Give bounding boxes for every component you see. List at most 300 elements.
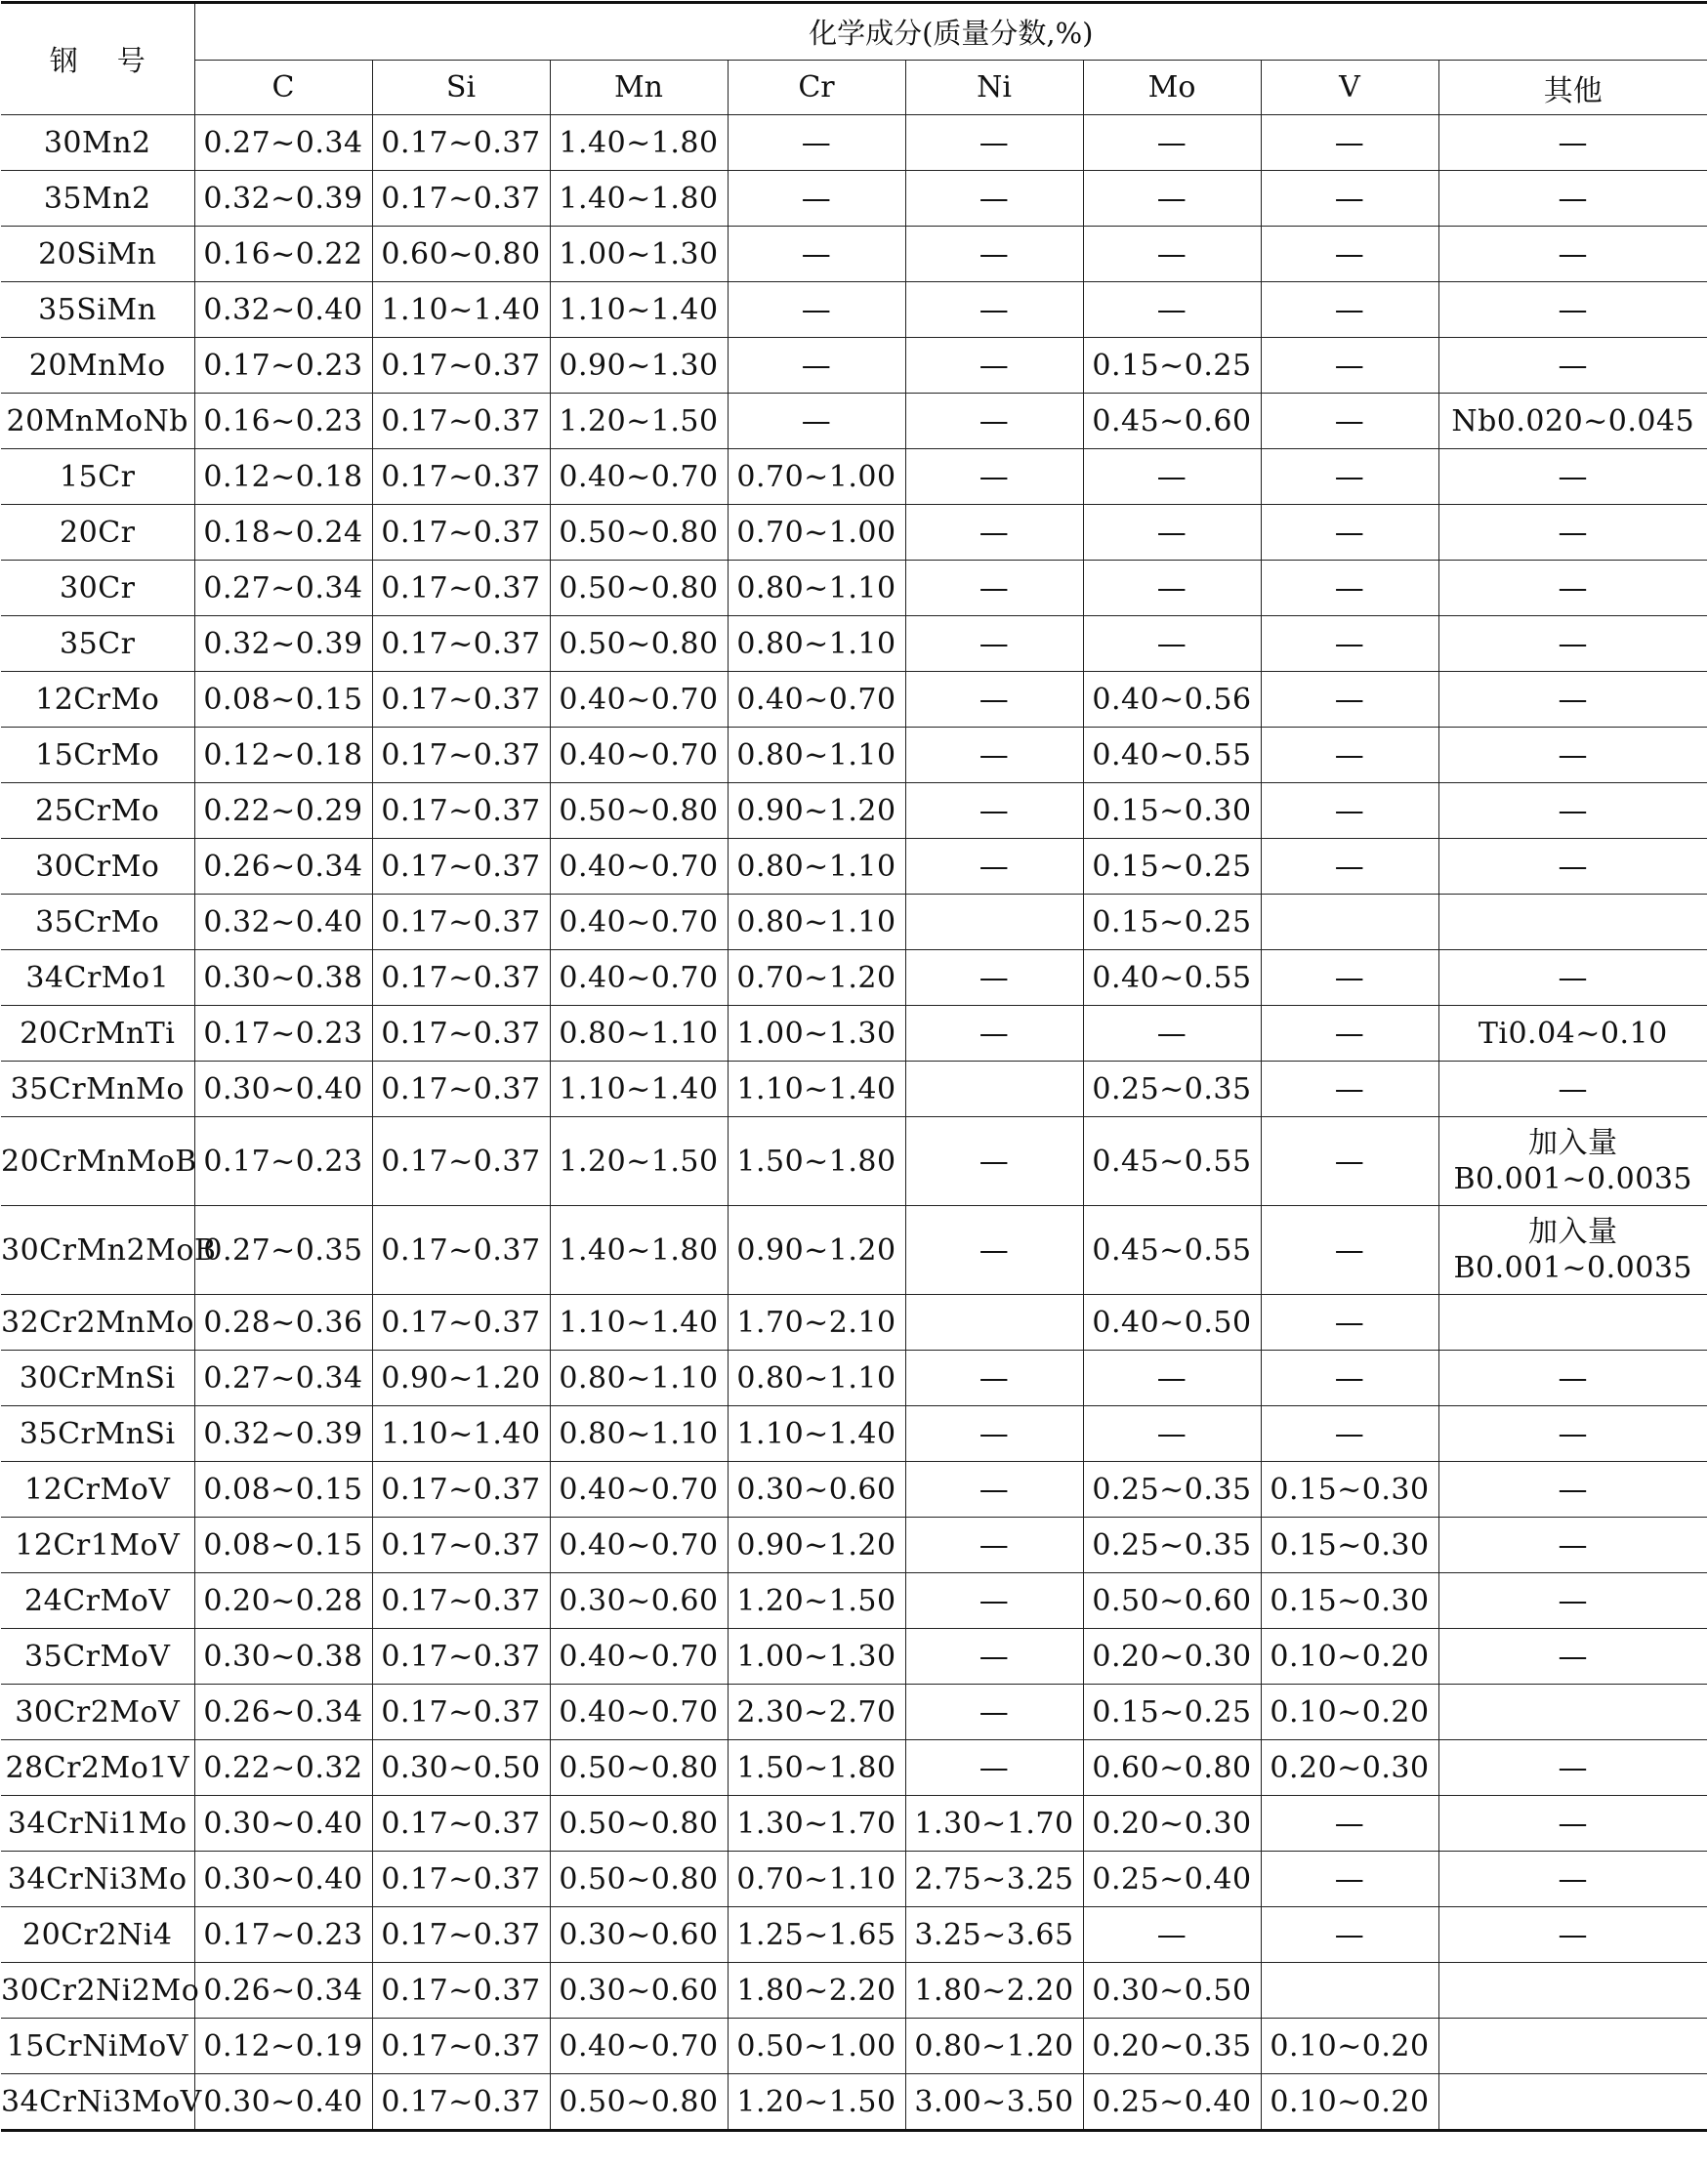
cell-mn: 1.10~1.40 bbox=[550, 1062, 728, 1117]
cell-c: 0.30~0.40 bbox=[194, 2074, 372, 2131]
cell-mo: 0.15~0.25 bbox=[1083, 338, 1261, 394]
cell-mo: 0.45~0.55 bbox=[1083, 1117, 1261, 1206]
cell-cr: 0.90~1.20 bbox=[728, 1206, 905, 1295]
column-header-si: Si bbox=[372, 61, 550, 115]
cell-mo: 0.25~0.35 bbox=[1083, 1462, 1261, 1518]
table-row bbox=[1, 839, 1707, 895]
cell-v: 0.15~0.30 bbox=[1261, 1462, 1438, 1518]
cell-si: 0.17~0.37 bbox=[372, 616, 550, 672]
cell-mn: 0.40~0.70 bbox=[550, 2019, 728, 2074]
cell-v: — bbox=[1261, 1117, 1438, 1206]
table-row bbox=[1, 2019, 1707, 2074]
cell-v: — bbox=[1261, 338, 1438, 394]
cell-mo: 0.45~0.55 bbox=[1083, 1206, 1261, 1295]
cell-other bbox=[1438, 1685, 1707, 1740]
cell-other-line: — bbox=[1558, 1806, 1589, 1841]
cell-cr: 1.10~1.40 bbox=[728, 1406, 905, 1462]
cell-other bbox=[1438, 227, 1707, 282]
steel-grade-cell: 35CrMoV bbox=[1, 1629, 194, 1685]
cell-mo: — bbox=[1083, 171, 1261, 227]
cell-cr: 1.50~1.80 bbox=[728, 1740, 905, 1796]
cell-ni: 2.75~3.25 bbox=[905, 1852, 1083, 1907]
table-row bbox=[1, 1963, 1707, 2019]
table-row bbox=[1, 1907, 1707, 1963]
cell-si: 0.17~0.37 bbox=[372, 783, 550, 839]
cell-c: 0.16~0.22 bbox=[194, 227, 372, 282]
cell-mo: — bbox=[1083, 505, 1261, 561]
cell-mo: — bbox=[1083, 115, 1261, 171]
cell-c: 0.12~0.19 bbox=[194, 2019, 372, 2074]
cell-other-line: — bbox=[1558, 1583, 1589, 1618]
cell-cr: 0.80~1.10 bbox=[728, 839, 905, 895]
steel-grade-cell: 20CrMnTi bbox=[1, 1006, 194, 1062]
cell-mn: 0.90~1.30 bbox=[550, 338, 728, 394]
cell-v: — bbox=[1261, 672, 1438, 728]
cell-other-line: — bbox=[1558, 737, 1589, 772]
cell-ni: — bbox=[905, 1629, 1083, 1685]
cell-cr: — bbox=[728, 338, 905, 394]
steel-grade-cell: 30CrMo bbox=[1, 839, 194, 895]
cell-c: 0.30~0.38 bbox=[194, 950, 372, 1006]
cell-mn: 0.40~0.70 bbox=[550, 839, 728, 895]
cell-cr: 0.70~1.00 bbox=[728, 505, 905, 561]
cell-other-line: — bbox=[1558, 1360, 1589, 1396]
table-row bbox=[1, 115, 1707, 171]
cell-ni: — bbox=[905, 950, 1083, 1006]
cell-v: — bbox=[1261, 1062, 1438, 1117]
cell-other bbox=[1438, 1351, 1707, 1406]
cell-mn: 1.10~1.40 bbox=[550, 1295, 728, 1351]
cell-other bbox=[1438, 950, 1707, 1006]
table-row bbox=[1, 1351, 1707, 1406]
cell-other bbox=[1438, 672, 1707, 728]
cell-mo: — bbox=[1083, 561, 1261, 616]
cell-other-line: — bbox=[1558, 960, 1589, 995]
cell-other bbox=[1438, 616, 1707, 672]
steel-grade-cell: 12CrMo bbox=[1, 672, 194, 728]
table-row bbox=[1, 728, 1707, 783]
column-header-c: C bbox=[194, 61, 372, 115]
cell-other bbox=[1438, 1295, 1707, 1351]
cell-cr: 1.80~2.20 bbox=[728, 1963, 905, 2019]
cell-mn: 0.50~0.80 bbox=[550, 1740, 728, 1796]
cell-ni: — bbox=[905, 1462, 1083, 1518]
table-row bbox=[1, 950, 1707, 1006]
cell-other bbox=[1438, 282, 1707, 338]
steel-grade-cell: 20MnMoNb bbox=[1, 394, 194, 449]
cell-other bbox=[1438, 1852, 1707, 1907]
steel-grade-cell: 20Cr2Ni4 bbox=[1, 1907, 194, 1963]
cell-si: 0.17~0.37 bbox=[372, 839, 550, 895]
cell-other-line-2: B0.001~0.0035 bbox=[1453, 1162, 1693, 1196]
cell-other-line: — bbox=[1558, 1861, 1589, 1897]
cell-si: 0.17~0.37 bbox=[372, 1685, 550, 1740]
table-row bbox=[1, 338, 1707, 394]
cell-other bbox=[1438, 449, 1707, 505]
cell-other bbox=[1438, 1963, 1707, 2019]
column-header-ni: Ni bbox=[905, 61, 1083, 115]
cell-ni: — bbox=[905, 616, 1083, 672]
cell-cr: 0.80~1.10 bbox=[728, 728, 905, 783]
cell-v: — bbox=[1261, 282, 1438, 338]
cell-si: 1.10~1.40 bbox=[372, 1406, 550, 1462]
cell-cr: — bbox=[728, 115, 905, 171]
steel-grade-cell: 30Mn2 bbox=[1, 115, 194, 171]
cell-c: 0.27~0.34 bbox=[194, 1351, 372, 1406]
cell-si: 0.17~0.37 bbox=[372, 1295, 550, 1351]
steel-grade-header: 钢号 bbox=[1, 3, 194, 115]
cell-other bbox=[1438, 839, 1707, 895]
steel-grade-cell: 28Cr2Mo1V bbox=[1, 1740, 194, 1796]
cell-cr: 0.30~0.60 bbox=[728, 1462, 905, 1518]
cell-si: 0.17~0.37 bbox=[372, 950, 550, 1006]
cell-mo: — bbox=[1083, 1907, 1261, 1963]
cell-other-line: — bbox=[1558, 1416, 1589, 1451]
steel-grade-cell: 35CrMo bbox=[1, 895, 194, 950]
cell-mo: — bbox=[1083, 1351, 1261, 1406]
cell-ni: 3.00~3.50 bbox=[905, 2074, 1083, 2131]
cell-other-line: — bbox=[1558, 292, 1589, 327]
cell-si: 0.17~0.37 bbox=[372, 1462, 550, 1518]
table-row bbox=[1, 1206, 1707, 1295]
cell-ni: — bbox=[905, 1351, 1083, 1406]
cell-ni: — bbox=[905, 282, 1083, 338]
header-row-top bbox=[1, 3, 1707, 61]
cell-si: 0.17~0.37 bbox=[372, 1518, 550, 1573]
table-row bbox=[1, 1573, 1707, 1629]
cell-mo: 0.25~0.35 bbox=[1083, 1062, 1261, 1117]
steel-grade-cell: 20MnMo bbox=[1, 338, 194, 394]
cell-v: 0.15~0.30 bbox=[1261, 1518, 1438, 1573]
cell-si: 0.17~0.37 bbox=[372, 1963, 550, 2019]
cell-cr: 1.25~1.65 bbox=[728, 1907, 905, 1963]
cell-cr: 0.70~1.10 bbox=[728, 1852, 905, 1907]
steel-grade-cell: 20SiMn bbox=[1, 227, 194, 282]
cell-si: 0.17~0.37 bbox=[372, 561, 550, 616]
cell-mo: 0.30~0.50 bbox=[1083, 1963, 1261, 2019]
cell-v: — bbox=[1261, 449, 1438, 505]
cell-c: 0.27~0.35 bbox=[194, 1206, 372, 1295]
cell-mn: 0.30~0.60 bbox=[550, 1963, 728, 2019]
steel-grade-cell: 25CrMo bbox=[1, 783, 194, 839]
cell-v: — bbox=[1261, 783, 1438, 839]
table-row bbox=[1, 1406, 1707, 1462]
cell-cr: 0.80~1.10 bbox=[728, 561, 905, 616]
cell-si: 0.17~0.37 bbox=[372, 2019, 550, 2074]
cell-other bbox=[1438, 1573, 1707, 1629]
cell-other-line: — bbox=[1558, 626, 1589, 661]
cell-mo: 0.45~0.60 bbox=[1083, 394, 1261, 449]
cell-other-line: — bbox=[1558, 1917, 1589, 1952]
cell-other-line: — bbox=[1558, 1527, 1589, 1563]
cell-other-line: Nb0.020~0.045 bbox=[1451, 403, 1695, 438]
cell-si: 0.17~0.37 bbox=[372, 171, 550, 227]
cell-mn: 0.50~0.80 bbox=[550, 1852, 728, 1907]
cell-c: 0.22~0.32 bbox=[194, 1740, 372, 1796]
cell-other bbox=[1438, 728, 1707, 783]
table-row bbox=[1, 1740, 1707, 1796]
cell-other bbox=[1438, 505, 1707, 561]
table-row bbox=[1, 1685, 1707, 1740]
cell-mn: 0.80~1.10 bbox=[550, 1006, 728, 1062]
cell-mo: 0.15~0.30 bbox=[1083, 783, 1261, 839]
cell-si: 0.17~0.37 bbox=[372, 1573, 550, 1629]
cell-other bbox=[1438, 115, 1707, 171]
table-row bbox=[1, 227, 1707, 282]
cell-ni bbox=[905, 1062, 1083, 1117]
cell-c: 0.26~0.34 bbox=[194, 1963, 372, 2019]
steel-grade-cell: 32Cr2MnMo bbox=[1, 1295, 194, 1351]
cell-cr: 1.20~1.50 bbox=[728, 1573, 905, 1629]
cell-other-line: — bbox=[1558, 1071, 1589, 1106]
cell-mn: 0.50~0.80 bbox=[550, 783, 728, 839]
cell-v: — bbox=[1261, 1852, 1438, 1907]
cell-ni: — bbox=[905, 171, 1083, 227]
cell-ni: — bbox=[905, 394, 1083, 449]
cell-mo: 0.25~0.35 bbox=[1083, 1518, 1261, 1573]
cell-si: 0.17~0.37 bbox=[372, 1796, 550, 1852]
cell-si: 0.30~0.50 bbox=[372, 1740, 550, 1796]
steel-grade-cell: 30Cr2Ni2Mo bbox=[1, 1963, 194, 2019]
cell-cr: 1.20~1.50 bbox=[728, 2074, 905, 2131]
cell-other-line: — bbox=[1558, 515, 1589, 550]
cell-mo: 0.50~0.60 bbox=[1083, 1573, 1261, 1629]
cell-mn: 0.40~0.70 bbox=[550, 1629, 728, 1685]
cell-other-line: — bbox=[1558, 570, 1589, 605]
cell-c: 0.30~0.40 bbox=[194, 1796, 372, 1852]
cell-c: 0.26~0.34 bbox=[194, 839, 372, 895]
cell-mo: 0.15~0.25 bbox=[1083, 895, 1261, 950]
table-row bbox=[1, 1295, 1707, 1351]
cell-mn: 1.40~1.80 bbox=[550, 171, 728, 227]
cell-si: 0.17~0.37 bbox=[372, 1006, 550, 1062]
steel-grade-cell: 35Cr bbox=[1, 616, 194, 672]
steel-grade-cell: 12Cr1MoV bbox=[1, 1518, 194, 1573]
cell-v: — bbox=[1261, 561, 1438, 616]
cell-mn: 0.40~0.70 bbox=[550, 672, 728, 728]
cell-cr: 1.50~1.80 bbox=[728, 1117, 905, 1206]
cell-ni: 3.25~3.65 bbox=[905, 1907, 1083, 1963]
cell-ni: 0.80~1.20 bbox=[905, 2019, 1083, 2074]
cell-other-line: — bbox=[1558, 793, 1589, 828]
cell-ni: — bbox=[905, 1740, 1083, 1796]
cell-ni: — bbox=[905, 505, 1083, 561]
cell-other bbox=[1438, 1740, 1707, 1796]
cell-v: — bbox=[1261, 950, 1438, 1006]
cell-ni: — bbox=[905, 115, 1083, 171]
cell-ni: — bbox=[905, 338, 1083, 394]
cell-v: 0.10~0.20 bbox=[1261, 1685, 1438, 1740]
cell-si: 0.17~0.37 bbox=[372, 1062, 550, 1117]
cell-ni: — bbox=[905, 672, 1083, 728]
cell-mo: — bbox=[1083, 616, 1261, 672]
cell-cr: 1.10~1.40 bbox=[728, 1062, 905, 1117]
cell-mn: 0.40~0.70 bbox=[550, 1685, 728, 1740]
cell-mn: 1.40~1.80 bbox=[550, 115, 728, 171]
cell-si: 0.17~0.37 bbox=[372, 449, 550, 505]
cell-ni: — bbox=[905, 449, 1083, 505]
cell-v: 0.10~0.20 bbox=[1261, 2019, 1438, 2074]
cell-v: — bbox=[1261, 839, 1438, 895]
cell-other bbox=[1438, 2019, 1707, 2074]
header-row-columns bbox=[1, 61, 1707, 115]
cell-other-line: — bbox=[1558, 849, 1589, 884]
cell-si: 0.17~0.37 bbox=[372, 1907, 550, 1963]
cell-other-line: — bbox=[1558, 348, 1589, 383]
cell-si: 0.17~0.37 bbox=[372, 728, 550, 783]
column-header-other: 其他 bbox=[1438, 61, 1707, 115]
steel-grade-cell: 30CrMn2MoB bbox=[1, 1206, 194, 1295]
cell-mn: 0.50~0.80 bbox=[550, 505, 728, 561]
cell-cr: 0.80~1.10 bbox=[728, 895, 905, 950]
steel-grade-cell: 35CrMnSi bbox=[1, 1406, 194, 1462]
cell-cr: 0.70~1.00 bbox=[728, 449, 905, 505]
cell-mo: 0.20~0.30 bbox=[1083, 1629, 1261, 1685]
cell-si: 0.17~0.37 bbox=[372, 505, 550, 561]
cell-c: 0.08~0.15 bbox=[194, 1462, 372, 1518]
cell-ni bbox=[905, 895, 1083, 950]
cell-mo: 0.15~0.25 bbox=[1083, 1685, 1261, 1740]
cell-c: 0.32~0.39 bbox=[194, 616, 372, 672]
cell-v: 0.15~0.30 bbox=[1261, 1573, 1438, 1629]
steel-grade-cell: 34CrNi3Mo bbox=[1, 1852, 194, 1907]
steel-grade-cell: 34CrMo1 bbox=[1, 950, 194, 1006]
cell-c: 0.12~0.18 bbox=[194, 449, 372, 505]
steel-grade-cell: 30Cr2MoV bbox=[1, 1685, 194, 1740]
cell-other bbox=[1438, 2074, 1707, 2131]
cell-ni: — bbox=[905, 1406, 1083, 1462]
cell-v: — bbox=[1261, 1907, 1438, 1963]
cell-mn: 0.30~0.60 bbox=[550, 1573, 728, 1629]
table-row bbox=[1, 394, 1707, 449]
cell-si: 0.17~0.37 bbox=[372, 1852, 550, 1907]
cell-mo: — bbox=[1083, 1406, 1261, 1462]
cell-si: 0.17~0.37 bbox=[372, 1629, 550, 1685]
cell-cr: 1.00~1.30 bbox=[728, 1629, 905, 1685]
cell-v: — bbox=[1261, 1796, 1438, 1852]
cell-v: 0.10~0.20 bbox=[1261, 2074, 1438, 2131]
cell-mn: 0.50~0.80 bbox=[550, 616, 728, 672]
table-row bbox=[1, 1462, 1707, 1518]
cell-other-line: — bbox=[1558, 236, 1589, 271]
cell-mo: 0.40~0.56 bbox=[1083, 672, 1261, 728]
cell-mn: 0.50~0.80 bbox=[550, 1796, 728, 1852]
cell-c: 0.32~0.40 bbox=[194, 282, 372, 338]
steel-grade-cell: 15Cr bbox=[1, 449, 194, 505]
cell-mn: 1.40~1.80 bbox=[550, 1206, 728, 1295]
cell-cr: — bbox=[728, 227, 905, 282]
cell-mo: 0.40~0.55 bbox=[1083, 728, 1261, 783]
cell-ni: — bbox=[905, 1206, 1083, 1295]
cell-other bbox=[1438, 171, 1707, 227]
column-header-mo: Mo bbox=[1083, 61, 1261, 115]
cell-v: — bbox=[1261, 505, 1438, 561]
cell-cr: 0.40~0.70 bbox=[728, 672, 905, 728]
cell-si: 0.17~0.37 bbox=[372, 1206, 550, 1295]
cell-mn: 0.30~0.60 bbox=[550, 1907, 728, 1963]
cell-other bbox=[1438, 1206, 1707, 1295]
cell-v: — bbox=[1261, 1206, 1438, 1295]
cell-c: 0.30~0.40 bbox=[194, 1852, 372, 1907]
cell-other-line: Ti0.04~0.10 bbox=[1478, 1016, 1668, 1051]
table-row bbox=[1, 783, 1707, 839]
cell-ni: — bbox=[905, 1685, 1083, 1740]
cell-si: 0.17~0.37 bbox=[372, 672, 550, 728]
cell-v: — bbox=[1261, 394, 1438, 449]
cell-v: — bbox=[1261, 616, 1438, 672]
steel-grade-cell: 34CrNi3MoV bbox=[1, 2074, 194, 2131]
cell-cr: 1.30~1.70 bbox=[728, 1796, 905, 1852]
cell-mo: — bbox=[1083, 282, 1261, 338]
cell-other-line-2: B0.001~0.0035 bbox=[1453, 1251, 1693, 1285]
cell-other bbox=[1438, 1062, 1707, 1117]
cell-si: 0.17~0.37 bbox=[372, 338, 550, 394]
table-row bbox=[1, 1062, 1707, 1117]
table-row bbox=[1, 895, 1707, 950]
cell-cr: 0.70~1.20 bbox=[728, 950, 905, 1006]
cell-other bbox=[1438, 1406, 1707, 1462]
cell-si: 0.17~0.37 bbox=[372, 2074, 550, 2131]
cell-other bbox=[1438, 1117, 1707, 1206]
cell-v bbox=[1261, 895, 1438, 950]
cell-si: 0.17~0.37 bbox=[372, 895, 550, 950]
cell-ni: 1.30~1.70 bbox=[905, 1796, 1083, 1852]
cell-mn: 1.10~1.40 bbox=[550, 282, 728, 338]
cell-si: 0.17~0.37 bbox=[372, 1117, 550, 1206]
table-row bbox=[1, 449, 1707, 505]
cell-mn: 0.40~0.70 bbox=[550, 1462, 728, 1518]
table-row bbox=[1, 171, 1707, 227]
cell-c: 0.17~0.23 bbox=[194, 338, 372, 394]
steel-grade-cell: 30CrMnSi bbox=[1, 1351, 194, 1406]
cell-c: 0.32~0.40 bbox=[194, 895, 372, 950]
cell-other bbox=[1438, 783, 1707, 839]
cell-mo: 0.60~0.80 bbox=[1083, 1740, 1261, 1796]
cell-cr: — bbox=[728, 282, 905, 338]
cell-other-line: — bbox=[1558, 682, 1589, 717]
steel-grade-cell: 15CrMo bbox=[1, 728, 194, 783]
column-header-cr: Cr bbox=[728, 61, 905, 115]
table-row bbox=[1, 1629, 1707, 1685]
cell-si: 0.17~0.37 bbox=[372, 115, 550, 171]
table-row bbox=[1, 1852, 1707, 1907]
table-row bbox=[1, 1518, 1707, 1573]
steel-grade-cell: 35Mn2 bbox=[1, 171, 194, 227]
cell-cr: 0.80~1.10 bbox=[728, 1351, 905, 1406]
cell-other bbox=[1438, 1006, 1707, 1062]
cell-other bbox=[1438, 1462, 1707, 1518]
cell-si: 0.90~1.20 bbox=[372, 1351, 550, 1406]
cell-other-line: 加入量 bbox=[1528, 1126, 1618, 1160]
steel-grade-cell: 20CrMnMoB bbox=[1, 1117, 194, 1206]
cell-mn: 0.80~1.10 bbox=[550, 1406, 728, 1462]
cell-other bbox=[1438, 1907, 1707, 1963]
cell-ni: 1.80~2.20 bbox=[905, 1963, 1083, 2019]
cell-c: 0.08~0.15 bbox=[194, 1518, 372, 1573]
cell-c: 0.28~0.36 bbox=[194, 1295, 372, 1351]
cell-other-line: — bbox=[1558, 1472, 1589, 1507]
cell-other bbox=[1438, 394, 1707, 449]
cell-c: 0.22~0.29 bbox=[194, 783, 372, 839]
cell-mn: 0.50~0.80 bbox=[550, 2074, 728, 2131]
cell-mn: 0.40~0.70 bbox=[550, 1518, 728, 1573]
cell-ni: — bbox=[905, 227, 1083, 282]
cell-cr: — bbox=[728, 394, 905, 449]
cell-mo: — bbox=[1083, 227, 1261, 282]
cell-mo: 0.20~0.30 bbox=[1083, 1796, 1261, 1852]
cell-v: — bbox=[1261, 1351, 1438, 1406]
cell-cr: 1.00~1.30 bbox=[728, 1006, 905, 1062]
